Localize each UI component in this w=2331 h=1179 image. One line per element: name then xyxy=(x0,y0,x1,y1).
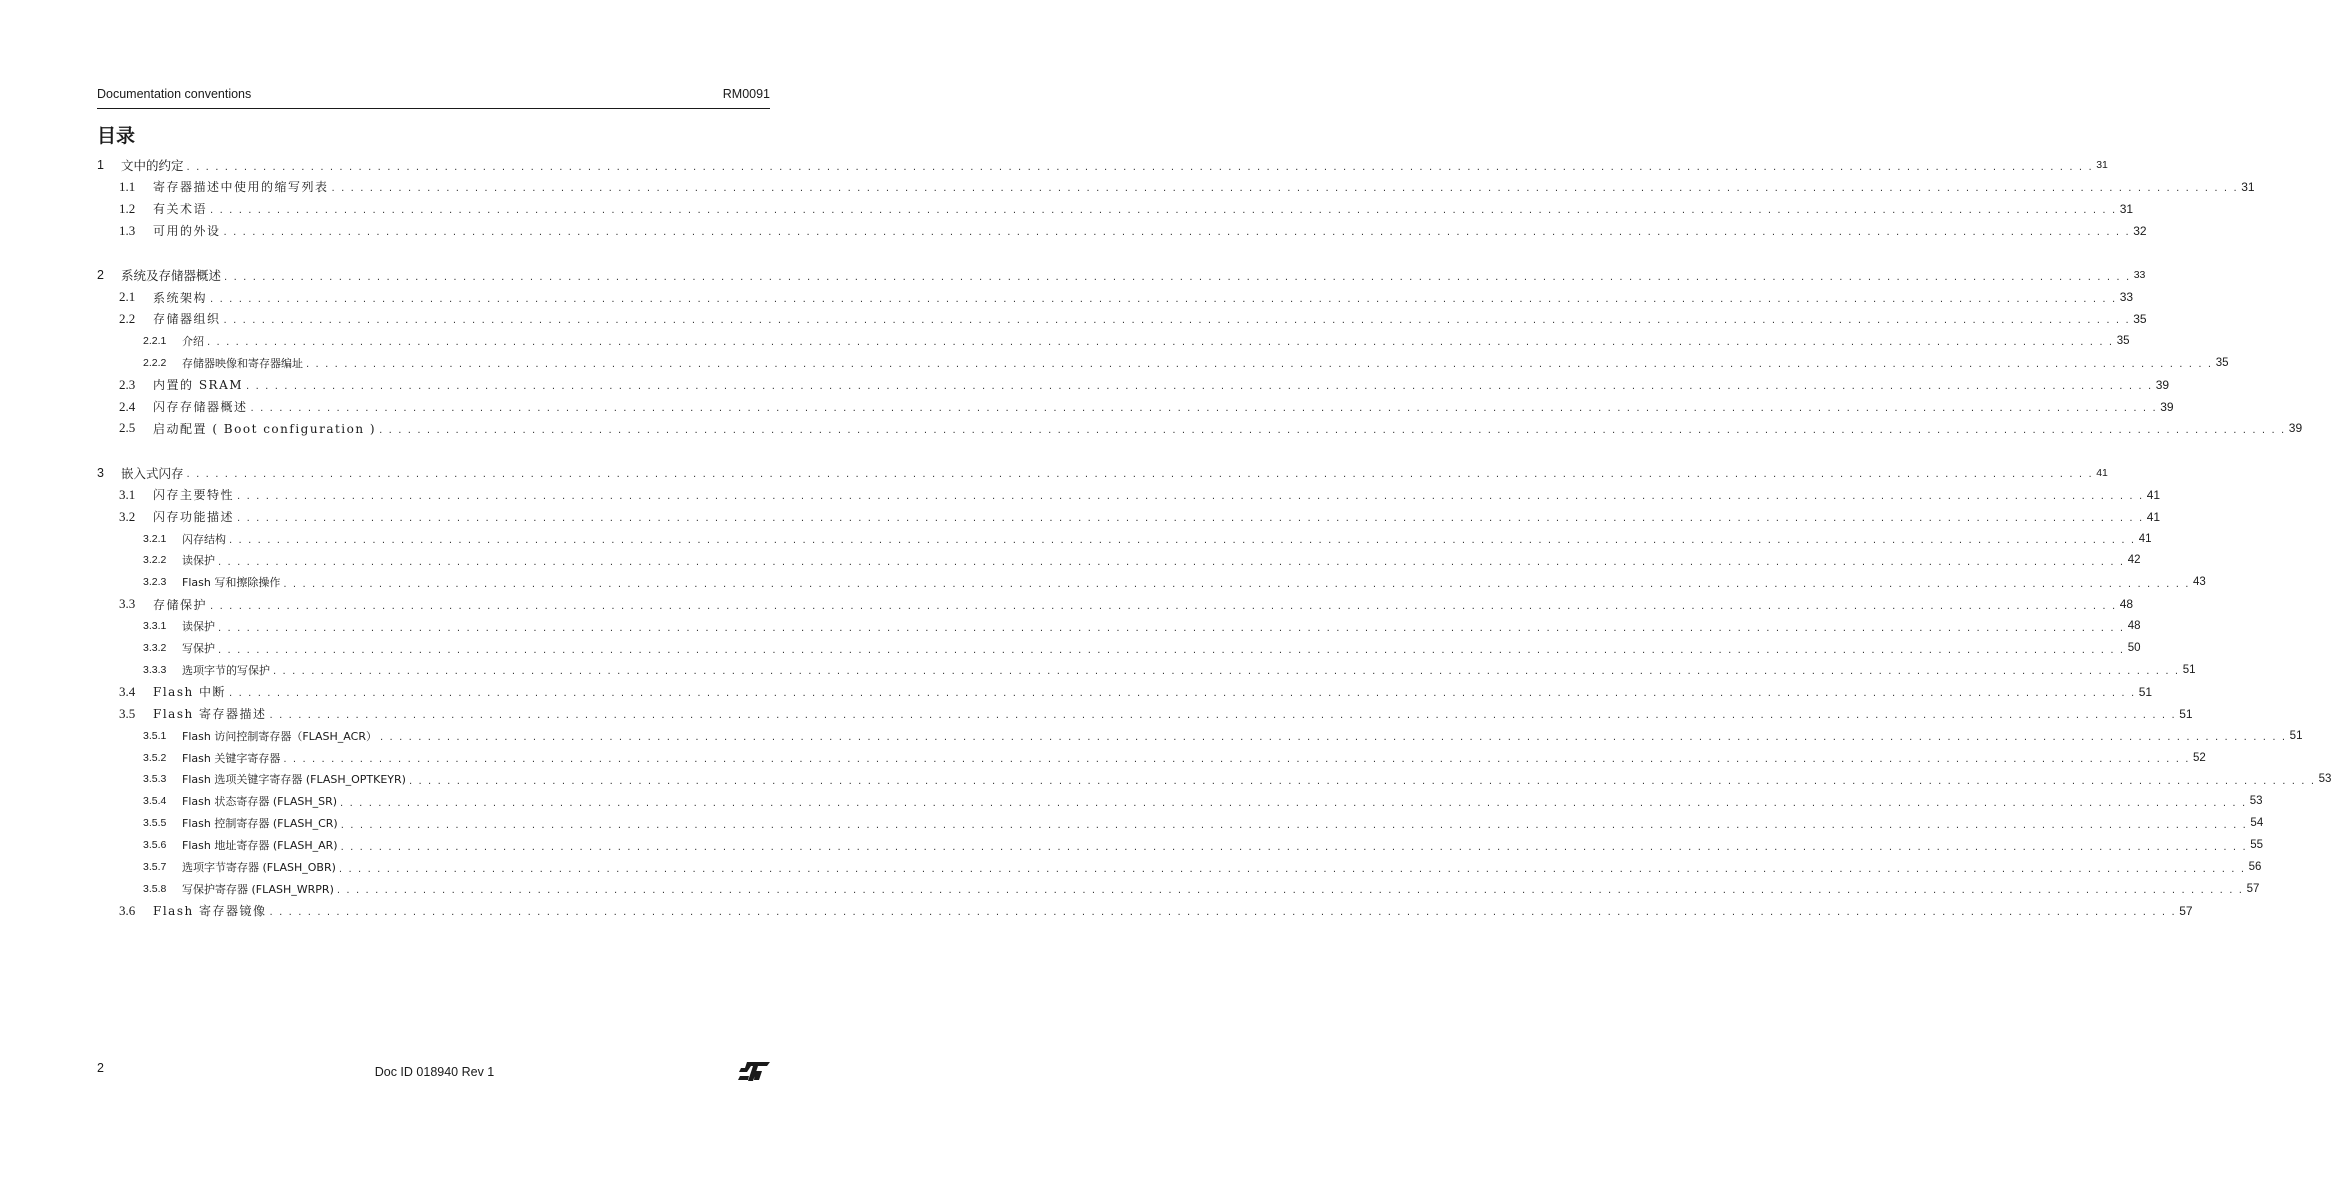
toc-entry-number: 2.2.1 xyxy=(143,334,167,347)
toc-entry-1-2[interactable] xyxy=(97,199,2134,219)
toc-entry-page: 31 xyxy=(2119,201,2134,216)
toc-entry-3-3[interactable] xyxy=(97,594,2134,614)
toc-entry-number: 3.2.3 xyxy=(143,576,167,589)
toc-entry-page: 41 xyxy=(2138,532,2152,545)
header-divider xyxy=(97,108,770,109)
toc-entry-page: 39 xyxy=(2155,377,2170,392)
toc-entry-title: 闪存结构 xyxy=(182,532,226,546)
dot-leader: . . . . . . . . . . . . . . . . . . . . . . . . . . . . . . . . . . . . . . . . . . . . . . . . . . . . . . . . . . . . . . . . . . . . . . . . . . . . . . . . . . . . . . . . . . . . . . . . . . . . . . . . . . . . . . . . . . . . . . . . . . . . . . . . . . . . . . . . . . . . . . . . . . . . . . . . . . . . . . . . . . . . . . . . . . . . . . . . . . . . . . . . . . . . . . . . . . . . . . . . xyxy=(218,556,2125,568)
toc-entry-title: Flash 地址寄存器 (FLASH_AR) xyxy=(182,839,338,853)
toc-entry-title: 系统及存储器概述 xyxy=(121,268,222,284)
dot-leader: . . . . . . . . . . . . . . . . . . . . . . . . . . . . . . . . . . . . . . . . . . . . . . . . . . . . . . . . . . . . . . . . . . . . . . . . . . . . . . . . . . . . . . . . . . . . . . . . . . . . . . . . . . . . . . . . . . . . . . . . . . . . . . . . . . . . . . . . . . . . . . . . . . . . . . . . . . . . . . . . . . . . . . . . . . . . . . . . . . . . . . . . . . . . . . . . . . . . . . . . xyxy=(336,885,2244,897)
toc-entry-title: 存储器映像和寄存器编址 xyxy=(182,356,303,370)
toc-entry-3-3-1[interactable] xyxy=(97,616,2141,636)
toc-entry-title: Flash 寄存器描述 xyxy=(153,707,267,722)
toc-entry-title: 嵌入式闪存 xyxy=(121,465,184,481)
toc-entry-2-3[interactable] xyxy=(97,375,2170,395)
toc-entry-title: 存储器组织 xyxy=(153,312,221,327)
toc-entry-3-2[interactable] xyxy=(97,507,2161,527)
toc-entry-number: 3.5.2 xyxy=(143,751,167,764)
toc-entry-title: 可用的外设 xyxy=(153,224,221,239)
dot-leader: . . . . . . . . . . . . . . . . . . . . . . . . . . . . . . . . . . . . . . . . . . . . . . . . . . . . . . . . . . . . . . . . . . . . . . . . . . . . . . . . . . . . . . . . . . . . . . . . . . . . . . . . . . . . . . . . . . . . . . . . . . . . . . . . . . . . . . . . . . . . . . . . . . . . . . . . . . . . . . . . . . . . . . . . . . . . . . . . . . . . . . . . . . . . . . . . . . . . . . . . xyxy=(283,754,2191,765)
toc-entry-page: 41 xyxy=(2146,487,2161,502)
toc-entry-number: 3.1 xyxy=(119,486,136,502)
toc-entry-page: 35 xyxy=(2215,356,2229,369)
toc-entry-title: Flash 选项关键字寄存器 (FLASH_OPTKEYR) xyxy=(182,773,406,787)
dot-leader: . . . . . . . . . . . . . . . . . . . . . . . . . . . . . . . . . . . . . . . . . . . . . . . . . . . . . . . . . . . . . . . . . . . . . . . . . . . . . . . . . . . . . . . . . . . . . . . . . . . . . . . . . . . . . . . . . . . . . . . . . . . . . . . . . . . . . . . . . . . . . . . . . . . . . . . . . . . . . . . . . . . . . . . . . . . . . . . . . . . . . . . . . . . . . . . . . . . . . . . . xyxy=(186,161,2094,173)
toc-entry-number: 2.5 xyxy=(119,420,136,436)
st-logo-icon xyxy=(737,1060,771,1082)
toc-entry-page: 55 xyxy=(2250,839,2264,852)
dot-leader: . . . . . . . . . . . . . . . . . . . . . . . . . . . . . . . . . . . . . . . . . . . . . . . . . . . . . . . . . . . . . . . . . . . . . . . . . . . . . . . . . . . . . . . . . . . . . . . . . . . . . . . . . . . . . . . . . . . . . . . . . . . . . . . . . . . . . . . . . . . . . . . . . . . . . . . . . . . . . . . . . . . . . . . . . . . . . . . . . . . . . . . . . . . . . . . . . . . . . . . . xyxy=(306,359,2213,371)
toc-entry-page: 39 xyxy=(2160,399,2174,414)
dot-leader: . . . . . . . . . . . . . . . . . . . . . . . . . . . . . . . . . . . . . . . . . . . . . . . . . . . . . . . . . . . . . . . . . . . . . . . . . . . . . . . . . . . . . . . . . . . . . . . . . . . . . . . . . . . . . . . . . . . . . . . . . . . . . . . . . . . . . . . . . . . . . . . . . . . . . . . . . . . . . . . . . . . . . . . . . . . . . . . . . . . . . . . . . . . . . . . . . . . . . . . . xyxy=(223,227,2131,239)
dot-leader: . . . . . . . . . . . . . . . . . . . . . . . . . . . . . . . . . . . . . . . . . . . . . . . . . . . . . . . . . . . . . . . . . . . . . . . . . . . . . . . . . . . . . . . . . . . . . . . . . . . . . . . . . . . . . . . . . . . . . . . . . . . . . . . . . . . . . . . . . . . . . . . . . . . . . . . . . . . . . . . . . . . . . . . . . . . . . . . . . . . . . . . . . . . . . . . . . . . . . . . . xyxy=(269,907,2177,919)
toc-entry-title: 文中的约定 xyxy=(121,158,184,173)
toc-entry-number: 2.1 xyxy=(119,289,136,304)
toc-entry-2[interactable] xyxy=(97,265,2146,285)
toc-entry-3-5[interactable] xyxy=(97,704,2193,724)
toc-entry-page: 53 xyxy=(2318,773,2331,786)
toc-entry-title: 选项字节寄存器 (FLASH_OBR) xyxy=(182,861,336,874)
dot-leader: . . . . . . . . . . . . . . . . . . . . . . . . . . . . . . . . . . . . . . . . . . . . . . . . . . . . . . . . . . . . . . . . . . . . . . . . . . . . . . . . . . . . . . . . . . . . . . . . . . . . . . . . . . . . . . . . . . . . . . . . . . . . . . . . . . . . . . . . . . . . . . . . . . . . . . . . . . . . . . . . . . . . . . . . . . . . . . . . . . . . . . . . . . . . . . . . . . . . . . . . xyxy=(408,775,2316,787)
toc-entry-title: Flash 中断 xyxy=(153,685,227,700)
toc-entry-number: 3.2.2 xyxy=(143,554,167,567)
toc-entry-1-1[interactable] xyxy=(97,177,2255,197)
toc-entry-number: 2.2.2 xyxy=(143,356,167,369)
toc-entry-3-5-5[interactable] xyxy=(97,813,2264,833)
dot-leader: . . . . . . . . . . . . . . . . . . . . . . . . . . . . . . . . . . . . . . . . . . . . . . . . . . . . . . . . . . . . . . . . . . . . . . . . . . . . . . . . . . . . . . . . . . . . . . . . . . . . . . . . . . . . . . . . . . . . . . . . . . . . . . . . . . . . . . . . . . . . . . . . . . . . . . . . . . . . . . . . . . . . . . . . . . . . . . . . . . . . . . . . . . . . . . . . . . . . . . . . xyxy=(340,797,2247,809)
dot-leader: . . . . . . . . . . . . . . . . . . . . . . . . . . . . . . . . . . . . . . . . . . . . . . . . . . . . . . . . . . . . . . . . . . . . . . . . . . . . . . . . . . . . . . . . . . . . . . . . . . . . . . . . . . . . . . . . . . . . . . . . . . . . . . . . . . . . . . . . . . . . . . . . . . . . . . . . . . . . . . . . . . . . . . . . . . . . . . . . . . . . . . . . . . . . . . . . . . . . . . . . xyxy=(218,644,2125,656)
toc-entry-number: 3.5.4 xyxy=(143,795,167,808)
toc-entry-page: 51 xyxy=(2138,684,2153,699)
toc-entry-3[interactable] xyxy=(97,463,2108,483)
dot-leader: . . . . . . . . . . . . . . . . . . . . . . . . . . . . . . . . . . . . . . . . . . . . . . . . . . . . . . . . . . . . . . . . . . . . . . . . . . . . . . . . . . . . . . . . . . . . . . . . . . . . . . . . . . . . . . . . . . . . . . . . . . . . . . . . . . . . . . . . . . . . . . . . . . . . . . . . . . . . . . . . . . . . . . . . . . . . . . . . . . . . . . . . . . . . . . . . . . . . . . . . xyxy=(186,469,2094,481)
dot-leader: . . . . . . . . . . . . . . . . . . . . . . . . . . . . . . . . . . . . . . . . . . . . . . . . . . . . . . . . . . . . . . . . . . . . . . . . . . . . . . . . . . . . . . . . . . . . . . . . . . . . . . . . . . . . . . . . . . . . . . . . . . . . . . . . . . . . . . . . . . . . . . . . . . . . . . . . . . . . . . . . . . . . . . . . . . . . . . . . . . . . . . . . . . . . . . . . . . . . . . . . xyxy=(331,183,2239,195)
dot-leader: . . . . . . . . . . . . . . . . . . . . . . . . . . . . . . . . . . . . . . . . . . . . . . . . . . . . . . . . . . . . . . . . . . . . . . . . . . . . . . . . . . . . . . . . . . . . . . . . . . . . . . . . . . . . . . . . . . . . . . . . . . . . . . . . . . . . . . . . . . . . . . . . . . . . . . . . . . . . . . . . . . . . . . . . . . . . . . . . . . . . . . . . . . . . . . . . . . . . . . . . xyxy=(340,841,2248,853)
toc-entry-title: Flash 状态寄存器 (FLASH_SR) xyxy=(182,795,338,809)
running-header-doc-code: RM0091 xyxy=(722,87,770,101)
toc-entry-number: 3.5.5 xyxy=(143,817,167,830)
toc-entry-title: 闪存存储器概述 xyxy=(153,400,248,414)
dot-leader: . . . . . . . . . . . . . . . . . . . . . . . . . . . . . . . . . . . . . . . . . . . . . . . . . . . . . . . . . . . . . . . . . . . . . . . . . . . . . . . . . . . . . . . . . . . . . . . . . . . . . . . . . . . . . . . . . . . . . . . . . . . . . . . . . . . . . . . . . . . . . . . . . . . . . . . . . . . . . . . . . . . . . . . . . . . . . . . . . . . . . . . . . . . . . . . . . . . . . . . . xyxy=(269,710,2177,722)
dot-leader: . . . . . . . . . . . . . . . . . . . . . . . . . . . . . . . . . . . . . . . . . . . . . . . . . . . . . . . . . . . . . . . . . . . . . . . . . . . . . . . . . . . . . . . . . . . . . . . . . . . . . . . . . . . . . . . . . . . . . . . . . . . . . . . . . . . . . . . . . . . . . . . . . . . . . . . . . . . . . . . . . . . . . . . . . . . . . . . . . . . . . . . . . . . . . . . . . . . . . . . . xyxy=(224,271,2131,283)
dot-leader: . . . . . . . . . . . . . . . . . . . . . . . . . . . . . . . . . . . . . . . . . . . . . . . . . . . . . . . . . . . . . . . . . . . . . . . . . . . . . . . . . . . . . . . . . . . . . . . . . . . . . . . . . . . . . . . . . . . . . . . . . . . . . . . . . . . . . . . . . . . . . . . . . . . . . . . . . . . . . . . . . . . . . . . . . . . . . . . . . . . . . . . . . . . . . . . . . . . . . . . . xyxy=(210,293,2117,305)
toc-entry-number: 3 xyxy=(97,465,104,480)
toc-entry-title: 介绍 xyxy=(182,334,204,348)
toc-entry-title: 存储保护 xyxy=(153,597,208,612)
toc-entry-title: 闪存功能描述 xyxy=(153,510,235,525)
toc-entry-page: 35 xyxy=(2133,311,2147,326)
toc-entry-title: Flash 控制寄存器 (FLASH_CR) xyxy=(182,817,338,831)
toc-entry-page: 33 xyxy=(2133,269,2146,282)
toc-entry-page: 52 xyxy=(2193,751,2206,764)
toc-entry-1-3[interactable] xyxy=(97,221,2147,241)
toc-entry-title: 读保护 xyxy=(182,620,215,634)
toc-entry-3-5-3[interactable] xyxy=(97,769,2331,789)
toc-entry-2-2[interactable] xyxy=(97,309,2147,329)
toc-entry-3-4[interactable] xyxy=(97,682,2153,702)
dot-leader: . . . . . . . . . . . . . . . . . . . . . . . . . . . . . . . . . . . . . . . . . . . . . . . . . . . . . . . . . . . . . . . . . . . . . . . . . . . . . . . . . . . . . . . . . . . . . . . . . . . . . . . . . . . . . . . . . . . . . . . . . . . . . . . . . . . . . . . . . . . . . . . . . . . . . . . . . . . . . . . . . . . . . . . . . . . . . . . . . . . . . . . . . . . . . . . . . . . . . . . . xyxy=(283,578,2191,590)
dot-leader: . . . . . . . . . . . . . . . . . . . . . . . . . . . . . . . . . . . . . . . . . . . . . . . . . . . . . . . . . . . . . . . . . . . . . . . . . . . . . . . . . . . . . . . . . . . . . . . . . . . . . . . . . . . . . . . . . . . . . . . . . . . . . . . . . . . . . . . . . . . . . . . . . . . . . . . . . . . . . . . . . . . . . . . . . . . . . . . . . . . . . . . . . . . . . . . . . . . . . . . . xyxy=(379,732,2287,744)
toc-entry-1[interactable] xyxy=(97,155,2108,175)
dot-leader: . . . . . . . . . . . . . . . . . . . . . . . . . . . . . . . . . . . . . . . . . . . . . . . . . . . . . . . . . . . . . . . . . . . . . . . . . . . . . . . . . . . . . . . . . . . . . . . . . . . . . . . . . . . . . . . . . . . . . . . . . . . . . . . . . . . . . . . . . . . . . . . . . . . . . . . . . . . . . . . . . . . . . . . . . . . . . . . . . . . . . . . . . . . . . . . . . . . . . . . . xyxy=(250,403,2158,414)
toc-entry-page: 31 xyxy=(2096,159,2108,171)
toc-entry-3-2-2[interactable] xyxy=(97,550,2141,570)
toc-entry-page: 43 xyxy=(2193,576,2206,589)
toc-entry-page: 48 xyxy=(2127,620,2141,633)
toc-entry-title: 写保护 xyxy=(182,642,215,655)
toc-entry-number: 2.3 xyxy=(119,376,136,392)
toc-entry-title: 读保护 xyxy=(182,554,215,568)
toc-entry-number: 3.3.1 xyxy=(143,620,167,633)
toc-entry-title: 选项字节的写保护 xyxy=(182,663,270,677)
toc-entry-page: 35 xyxy=(2116,334,2130,347)
dot-leader: . . . . . . . . . . . . . . . . . . . . . . . . . . . . . . . . . . . . . . . . . . . . . . . . . . . . . . . . . . . . . . . . . . . . . . . . . . . . . . . . . . . . . . . . . . . . . . . . . . . . . . . . . . . . . . . . . . . . . . . . . . . . . . . . . . . . . . . . . . . . . . . . . . . . . . . . . . . . . . . . . . . . . . . . . . . . . . . . . . . . . . . . . . . . . . . . . . . . . . . . xyxy=(229,535,2136,546)
toc-entry-number: 1.3 xyxy=(119,222,136,238)
toc-entry-number: 3.5 xyxy=(119,705,136,721)
toc-entry-number: 3.5.7 xyxy=(143,861,167,873)
toc-entry-page: 48 xyxy=(2119,597,2134,612)
dot-leader: . . . . . . . . . . . . . . . . . . . . . . . . . . . . . . . . . . . . . . . . . . . . . . . . . . . . . . . . . . . . . . . . . . . . . . . . . . . . . . . . . . . . . . . . . . . . . . . . . . . . . . . . . . . . . . . . . . . . . . . . . . . . . . . . . . . . . . . . . . . . . . . . . . . . . . . . . . . . . . . . . . . . . . . . . . . . . . . . . . . . . . . . . . . . . . . . . . . . . . . . xyxy=(273,666,2180,678)
toc-entry-2-4[interactable] xyxy=(97,397,2174,417)
toc-entry-number: 2.4 xyxy=(119,398,136,414)
toc-entry-3-2-1[interactable] xyxy=(97,529,2152,549)
dot-leader: . . . . . . . . . . . . . . . . . . . . . . . . . . . . . . . . . . . . . . . . . . . . . . . . . . . . . . . . . . . . . . . . . . . . . . . . . . . . . . . . . . . . . . . . . . . . . . . . . . . . . . . . . . . . . . . . . . . . . . . . . . . . . . . . . . . . . . . . . . . . . . . . . . . . . . . . . . . . . . . . . . . . . . . . . . . . . . . . . . . . . . . . . . . . . . . . . . . . . . . . xyxy=(223,315,2131,327)
toc-entry-page: 50 xyxy=(2127,642,2141,654)
toc-entry-number: 2 xyxy=(97,268,104,283)
toc-entry-3-5-1[interactable] xyxy=(97,726,2303,746)
toc-entry-title: 寄存器描述中使用的缩写列表 xyxy=(153,180,329,195)
toc-entry-number: 3.5.8 xyxy=(143,882,167,895)
toc-entry-title: Flash 访问控制寄存器（FLASH_ACR） xyxy=(182,729,377,743)
toc-entry-number: 1 xyxy=(97,158,104,172)
toc-entry-page: 53 xyxy=(2249,795,2263,808)
page-number: 2 xyxy=(97,1061,104,1075)
toc-entry-page: 57 xyxy=(2179,903,2193,918)
toc-entry-title: 内置的 SRAM xyxy=(153,378,244,393)
toc-entry-title: 启动配置 ( Boot configuration ) xyxy=(153,421,377,436)
toc-entry-page: 51 xyxy=(2289,729,2303,742)
toc-entry-title: 闪存主要特性 xyxy=(153,488,235,503)
toc-entry-3-5-4[interactable] xyxy=(97,791,2263,811)
toc-entry-2-2-1[interactable] xyxy=(97,331,2130,351)
toc-entry-number: 3.5.3 xyxy=(143,773,167,786)
dot-leader: . . . . . . . . . . . . . . . . . . . . . . . . . . . . . . . . . . . . . . . . . . . . . . . . . . . . . . . . . . . . . . . . . . . . . . . . . . . . . . . . . . . . . . . . . . . . . . . . . . . . . . . . . . . . . . . . . . . . . . . . . . . . . . . . . . . . . . . . . . . . . . . . . . . . . . . . . . . . . . . . . . . . . . . . . . . . . . . . . . . . . . . . . . . . . . . . . . . . . . . . xyxy=(246,381,2153,393)
toc-entry-page: 51 xyxy=(2182,663,2196,676)
toc-entry-3-5-2[interactable] xyxy=(97,748,2206,768)
dot-leader: . . . . . . . . . . . . . . . . . . . . . . . . . . . . . . . . . . . . . . . . . . . . . . . . . . . . . . . . . . . . . . . . . . . . . . . . . . . . . . . . . . . . . . . . . . . . . . . . . . . . . . . . . . . . . . . . . . . . . . . . . . . . . . . . . . . . . . . . . . . . . . . . . . . . . . . . . . . . . . . . . . . . . . . . . . . . . . . . . . . . . . . . . . . . . . . . . . . . . . . . xyxy=(237,491,2144,503)
toc-entry-number: 3.5.6 xyxy=(143,839,167,852)
dot-leader: . . . . . . . . . . . . . . . . . . . . . . . . . . . . . . . . . . . . . . . . . . . . . . . . . . . . . . . . . . . . . . . . . . . . . . . . . . . . . . . . . . . . . . . . . . . . . . . . . . . . . . . . . . . . . . . . . . . . . . . . . . . . . . . . . . . . . . . . . . . . . . . . . . . . . . . . . . . . . . . . . . . . . . . . . . . . . . . . . . . . . . . . . . . . . . . . . . . . . . . . xyxy=(237,513,2144,525)
dot-leader: . . . . . . . . . . . . . . . . . . . . . . . . . . . . . . . . . . . . . . . . . . . . . . . . . . . . . . . . . . . . . . . . . . . . . . . . . . . . . . . . . . . . . . . . . . . . . . . . . . . . . . . . . . . . . . . . . . . . . . . . . . . . . . . . . . . . . . . . . . . . . . . . . . . . . . . . . . . . . . . . . . . . . . . . . . . . . . . . . . . . . . . . . . . . . . . . . . . . . . . . xyxy=(210,205,2117,217)
toc-entry-title: 有关术语 xyxy=(153,202,208,217)
dot-leader: . . . . . . . . . . . . . . . . . . . . . . . . . . . . . . . . . . . . . . . . . . . . . . . . . . . . . . . . . . . . . . . . . . . . . . . . . . . . . . . . . . . . . . . . . . . . . . . . . . . . . . . . . . . . . . . . . . . . . . . . . . . . . . . . . . . . . . . . . . . . . . . . . . . . . . . . . . . . . . . . . . . . . . . . . . . . . . . . . . . . . . . . . . . . . . . . . . . . . . . . xyxy=(340,819,2248,831)
toc-entry-number: 3.6 xyxy=(119,902,136,918)
toc-entry-title: Flash 写和擦除操作 xyxy=(182,576,281,590)
toc-entry-number: 3.5.1 xyxy=(143,729,167,742)
toc-entry-2-1[interactable] xyxy=(97,287,2134,307)
toc-entry-number: 1.1 xyxy=(119,178,136,194)
doc-id: Doc ID 018940 Rev 1 xyxy=(374,1065,495,1079)
toc-entry-number: 1.2 xyxy=(119,200,136,216)
dot-leader: . . . . . . . . . . . . . . . . . . . . . . . . . . . . . . . . . . . . . . . . . . . . . . . . . . . . . . . . . . . . . . . . . . . . . . . . . . . . . . . . . . . . . . . . . . . . . . . . . . . . . . . . . . . . . . . . . . . . . . . . . . . . . . . . . . . . . . . . . . . . . . . . . . . . . . . . . . . . . . . . . . . . . . . . . . . . . . . . . . . . . . . . . . . . . . . . . . . . . . . . xyxy=(229,688,2136,700)
toc-entry-page: 54 xyxy=(2250,817,2264,830)
toc-entry-2-5[interactable] xyxy=(97,418,2303,438)
toc-title: 目录 xyxy=(97,125,136,147)
toc-entry-3-5-8[interactable] xyxy=(97,879,2260,899)
dot-leader: . . . . . . . . . . . . . . . . . . . . . . . . . . . . . . . . . . . . . . . . . . . . . . . . . . . . . . . . . . . . . . . . . . . . . . . . . . . . . . . . . . . . . . . . . . . . . . . . . . . . . . . . . . . . . . . . . . . . . . . . . . . . . . . . . . . . . . . . . . . . . . . . . . . . . . . . . . . . . . . . . . . . . . . . . . . . . . . . . . . . . . . . . . . . . . . . . . . . . . . . xyxy=(338,863,2246,875)
toc-entry-page: 56 xyxy=(2248,861,2262,873)
toc-entry-3-2-3[interactable] xyxy=(97,572,2206,592)
toc-entry-2-2-2[interactable] xyxy=(97,353,2229,373)
toc-entry-page: 51 xyxy=(2179,706,2193,721)
dot-leader: . . . . . . . . . . . . . . . . . . . . . . . . . . . . . . . . . . . . . . . . . . . . . . . . . . . . . . . . . . . . . . . . . . . . . . . . . . . . . . . . . . . . . . . . . . . . . . . . . . . . . . . . . . . . . . . . . . . . . . . . . . . . . . . . . . . . . . . . . . . . . . . . . . . . . . . . . . . . . . . . . . . . . . . . . . . . . . . . . . . . . . . . . . . . . . . . . . . . . . . . xyxy=(218,622,2125,634)
dot-leader: . . . . . . . . . . . . . . . . . . . . . . . . . . . . . . . . . . . . . . . . . . . . . . . . . . . . . . . . . . . . . . . . . . . . . . . . . . . . . . . . . . . . . . . . . . . . . . . . . . . . . . . . . . . . . . . . . . . . . . . . . . . . . . . . . . . . . . . . . . . . . . . . . . . . . . . . . . . . . . . . . . . . . . . . . . . . . . . . . . . . . . . . . . . . . . . . . . . . . . . . xyxy=(210,600,2117,612)
toc-entry-3-6[interactable] xyxy=(97,901,2193,921)
toc-entry-page: 41 xyxy=(2146,509,2161,524)
toc-entry-page: 32 xyxy=(2133,223,2147,238)
dot-leader: . . . . . . . . . . . . . . . . . . . . . . . . . . . . . . . . . . . . . . . . . . . . . . . . . . . . . . . . . . . . . . . . . . . . . . . . . . . . . . . . . . . . . . . . . . . . . . . . . . . . . . . . . . . . . . . . . . . . . . . . . . . . . . . . . . . . . . . . . . . . . . . . . . . . . . . . . . . . . . . . . . . . . . . . . . . . . . . . . . . . . . . . . . . . . . . . . . . . . . . . xyxy=(379,424,2286,436)
toc-entry-3-5-7[interactable] xyxy=(97,857,2262,877)
toc-entry-page: 33 xyxy=(2119,290,2134,304)
toc-entry-3-3-3[interactable] xyxy=(97,660,2196,680)
dot-leader: . . . . . . . . . . . . . . . . . . . . . . . . . . . . . . . . . . . . . . . . . . . . . . . . . . . . . . . . . . . . . . . . . . . . . . . . . . . . . . . . . . . . . . . . . . . . . . . . . . . . . . . . . . . . . . . . . . . . . . . . . . . . . . . . . . . . . . . . . . . . . . . . . . . . . . . . . . . . . . . . . . . . . . . . . . . . . . . . . . . . . . . . . . . . . . . . . . . . . . . . xyxy=(207,337,2114,349)
toc-entry-3-1[interactable] xyxy=(97,485,2161,505)
toc-entry-number: 3.2 xyxy=(119,508,136,524)
toc-entry-number: 3.2.1 xyxy=(143,532,167,545)
toc-entry-number: 3.3 xyxy=(119,596,136,612)
toc-entry-page: 57 xyxy=(2246,882,2260,895)
toc-entry-number: 2.2 xyxy=(119,310,136,326)
toc-entry-page: 41 xyxy=(2096,466,2108,479)
toc-entry-page: 39 xyxy=(2288,421,2303,436)
toc-entry-page: 31 xyxy=(2241,179,2255,194)
toc-entry-title: Flash 关键字寄存器 xyxy=(182,751,281,765)
toc-entry-title: Flash 寄存器镜像 xyxy=(153,904,267,919)
toc-entry-page: 42 xyxy=(2127,554,2141,567)
toc-entry-number: 3.4 xyxy=(119,683,136,699)
toc-entry-3-5-6[interactable] xyxy=(97,835,2264,855)
toc-entry-title: 系统架构 xyxy=(153,290,208,305)
toc-entry-number: 3.3.2 xyxy=(143,642,167,654)
toc-entry-title: 写保护寄存器 (FLASH_WRPR) xyxy=(182,882,334,896)
running-header-section: Documentation conventions xyxy=(97,87,252,101)
toc-entry-3-3-2[interactable] xyxy=(97,638,2141,658)
toc-entry-number: 3.3.3 xyxy=(143,663,167,676)
